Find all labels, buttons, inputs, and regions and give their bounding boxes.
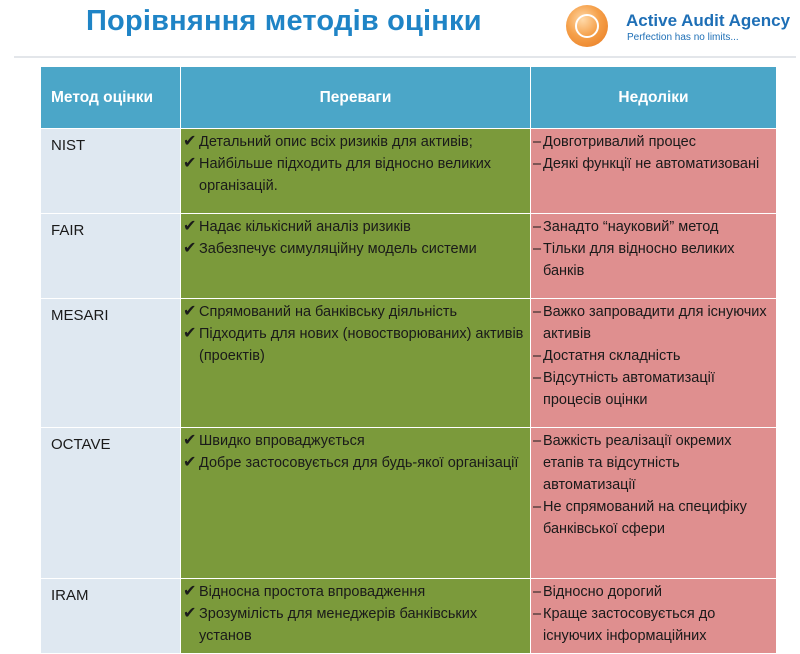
dash-icon: – — [533, 606, 542, 622]
cons-text: Занадто “науковий” метод — [543, 219, 719, 235]
cons-item — [533, 238, 772, 282]
pros-text: Добре застосовується для будь-якої організації — [199, 455, 519, 471]
header-divider — [14, 56, 796, 58]
cons-item — [533, 131, 772, 153]
cons-item — [533, 367, 772, 411]
checkmark-icon: ✔ — [183, 155, 197, 172]
table-row — [41, 579, 777, 654]
checkmark-icon: ✔ — [183, 325, 197, 342]
dash-icon: – — [533, 584, 542, 600]
pros-cell — [181, 129, 531, 214]
pros-cell — [181, 299, 531, 428]
pros-item — [183, 603, 524, 647]
cons-text: Не спрямований на специфіку банківської сфери — [543, 499, 747, 537]
pros-item — [183, 131, 524, 153]
dash-icon: – — [533, 348, 542, 364]
cons-item — [533, 603, 772, 647]
table-row — [41, 129, 777, 214]
cons-cell — [531, 129, 777, 214]
dash-icon: – — [533, 219, 542, 235]
dash-icon: – — [533, 433, 542, 449]
method-cell: MESARI — [41, 299, 181, 428]
method-cell: FAIR — [41, 214, 181, 299]
cons-text: Відсутність автоматизації процесів оцінки — [543, 370, 715, 408]
pros-item — [183, 153, 524, 197]
table-row — [41, 214, 777, 299]
pros-text: Підходить для нових (новостворюваних) активів (проектів) — [199, 326, 524, 364]
checkmark-icon: ✔ — [183, 218, 197, 235]
header-method: Метод оцінки — [41, 67, 181, 129]
table-header-row — [41, 67, 777, 129]
page-title: Порівняння методів оцінки — [86, 5, 482, 37]
cons-cell — [531, 214, 777, 299]
pros-text: Швидко впроваджується — [199, 433, 365, 449]
pros-text: Забезпечує симуляційну модель системи — [199, 241, 477, 257]
dash-icon: – — [533, 304, 542, 320]
header-pros: Переваги — [181, 67, 531, 129]
table-row — [41, 428, 777, 579]
checkmark-icon: ✔ — [183, 432, 197, 449]
dash-icon: – — [533, 499, 542, 515]
cons-item — [533, 496, 772, 540]
pros-cell — [181, 214, 531, 299]
cons-text: Тільки для відносно великих банків — [543, 241, 735, 279]
logo-name: Active Audit Agency — [626, 11, 791, 30]
dash-icon: – — [533, 156, 542, 172]
pros-item — [183, 238, 524, 260]
checkmark-icon: ✔ — [183, 240, 197, 257]
cons-text: Достатня складність — [543, 348, 681, 364]
cons-item — [533, 153, 772, 175]
pros-text: Найбільше підходить для відносно великих організацій. — [199, 156, 492, 194]
method-cell: IRAM — [41, 579, 181, 654]
pros-cell — [181, 579, 531, 654]
pros-text: Зрозумілість для менеджерів банківських установ — [199, 606, 478, 644]
cons-item — [533, 216, 772, 238]
cons-text: Краще застосовується до існуючих інформаційних — [543, 606, 716, 644]
cons-item — [533, 430, 772, 496]
checkmark-icon: ✔ — [183, 454, 197, 471]
cons-cell — [531, 428, 777, 579]
dash-icon: – — [533, 370, 542, 386]
cons-text: Довготривалий процес — [543, 134, 697, 150]
pros-item — [183, 430, 524, 452]
checkmark-icon: ✔ — [183, 583, 197, 600]
cons-item — [533, 301, 772, 345]
pros-item — [183, 216, 524, 238]
checkmark-icon: ✔ — [183, 303, 197, 320]
cons-item — [533, 345, 772, 367]
checkmark-icon: ✔ — [183, 133, 197, 150]
method-cell: OCTAVE — [41, 428, 181, 579]
pros-item — [183, 301, 524, 323]
cons-text: Важко запровадити для існуючих активів — [543, 304, 767, 342]
pros-cell — [181, 428, 531, 579]
logo-tagline: Perfection has no limits... — [627, 32, 739, 43]
pros-text: Відносна простота впровадження — [199, 584, 426, 600]
header-cons: Недоліки — [531, 67, 777, 129]
table-row — [41, 299, 777, 428]
company-logo — [566, 5, 796, 51]
cons-text: Відносно дорогий — [543, 584, 662, 600]
pros-text: Надає кількісний аналіз ризиків — [199, 219, 411, 235]
checkmark-icon: ✔ — [183, 605, 197, 622]
cons-text: Деякі функції не автоматизовані — [543, 156, 760, 172]
comparison-table — [40, 66, 777, 654]
dash-icon: – — [533, 241, 542, 257]
dash-icon: – — [533, 134, 542, 150]
pros-text: Детальний опис всіх ризиків для активів; — [199, 134, 473, 150]
pros-item — [183, 452, 524, 474]
cons-cell — [531, 579, 777, 654]
cons-cell — [531, 299, 777, 428]
logo-emblem-icon — [566, 5, 608, 47]
method-cell: NIST — [41, 129, 181, 214]
cons-text: Важкість реалізації окремих етапів та відсутність автоматизації — [543, 433, 732, 493]
pros-item — [183, 323, 524, 367]
pros-text: Спрямований на банківську діяльність — [199, 304, 458, 320]
